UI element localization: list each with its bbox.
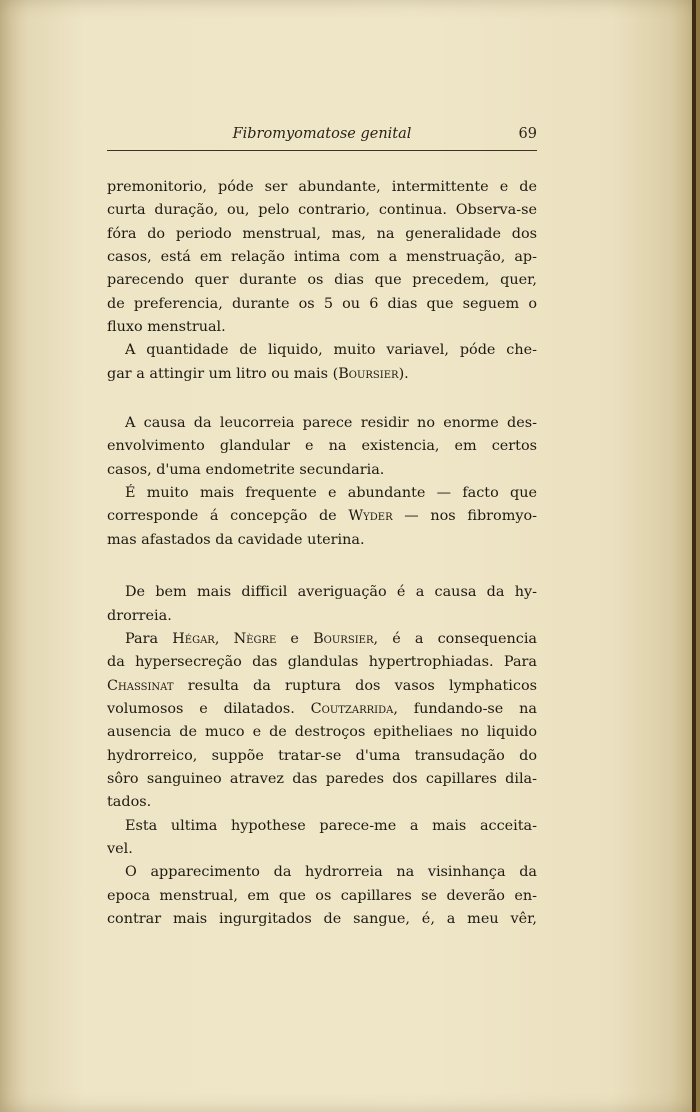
header-rule: [107, 150, 537, 151]
text-line: premonitorio, póde ser abundante, intermittente e de: [107, 179, 537, 195]
paragraph-3: [107, 412, 537, 482]
paragraph-1: [107, 176, 537, 339]
text-line: parecendo quer durante os dias que precedem, quer,: [107, 272, 537, 289]
paragraph-8: [107, 861, 537, 931]
text-run: corresponde á concepção de: [107, 508, 349, 525]
text-line: casos, está em relação intima com a menstruação, ap-: [107, 249, 537, 266]
text-run: ,: [214, 630, 234, 647]
running-header: [107, 126, 537, 150]
paragraph-6: [107, 628, 537, 815]
text-line: [107, 505, 537, 528]
author-name: Coutzarrida: [310, 700, 394, 717]
section-gap: [107, 386, 537, 412]
text-line: de preferencia, durante os 5 ou 6 dias que seguem o: [107, 295, 537, 312]
text-line: contrar mais ingurgitados de sangue, é, a meu vêr,: [107, 910, 537, 927]
text-line: epoca menstrual, em que os capillares se deverão en-: [107, 887, 537, 904]
text-line: [107, 675, 537, 698]
author-name: Boursier: [313, 630, 374, 647]
text-line: De bem mais difficil averiguação é a causa da hy-: [125, 584, 537, 601]
text-run: ).: [398, 365, 409, 382]
text-line: casos, d'uma endometrite secundaria.: [107, 461, 385, 478]
author-name: Chassinat: [107, 677, 174, 694]
text-line: da hypersecreção das glandulas hypertrophiadas. Para: [107, 654, 537, 671]
text-line: drorreia.: [107, 607, 172, 624]
text-run: e: [276, 630, 314, 647]
paragraph-2: [107, 339, 537, 386]
page-edge: [692, 0, 696, 1112]
text-line: A causa da leucorreia parece residir no enorme des-: [125, 415, 537, 432]
text-line: mas afastados da cavidade uterina.: [107, 531, 365, 548]
paragraph-4: [107, 482, 537, 552]
author-name: Boursier: [338, 365, 399, 382]
text-run: Para: [125, 630, 173, 647]
text-line: curta duração, ou, pelo contrario, continua. Observa-se: [107, 202, 537, 219]
text-line: hydrorreico, suppõe tratar-se d'uma transudação do: [107, 747, 537, 764]
text-run: , é a consequencia: [373, 630, 538, 647]
text-run: resulta da ruptura dos vasos lymphaticos: [173, 677, 537, 694]
text-line: fóra do periodo menstrual, mas, na generalidade dos: [107, 225, 537, 242]
text-line: [107, 628, 537, 651]
text-run: volumosos e dilatados.: [107, 700, 311, 717]
running-title: Fibromyomatose genital: [232, 126, 412, 142]
text-run: , fundando-se na: [393, 700, 538, 717]
text-line: [107, 698, 537, 721]
text-line: A quantidade de liquido, muito variavel, póde che-: [125, 342, 537, 359]
text-line: O apparecimento da hydrorreia na visinhança da: [125, 864, 537, 881]
paragraph-7: [107, 815, 537, 862]
page-number: 69: [518, 126, 537, 142]
paragraph-5: [107, 581, 537, 628]
text-line: envolvimento glandular e na existencia, em certos: [107, 438, 537, 455]
author-name: Wyder: [348, 508, 393, 525]
text-run: gar a attingir um litro ou mais (: [107, 365, 339, 382]
text-line: É muito mais frequente e abundante — facto que: [125, 485, 537, 502]
text-line: vel.: [107, 840, 133, 857]
text-line: Esta ultima hypothese parece-me a mais acceita-: [125, 817, 537, 834]
author-name: Hégar: [172, 630, 215, 647]
text-line: ausencia de muco e de destroços epitheliaes no liquido: [107, 724, 537, 741]
section-gap: [107, 552, 537, 581]
text-line: [107, 363, 537, 386]
text-line: sôro sanguineo atravez das paredes dos capillares dila-: [107, 770, 537, 787]
author-name: Nègre: [233, 630, 277, 647]
text-run: — nos fibromyo-: [392, 508, 537, 525]
text-line: tados.: [107, 794, 152, 811]
text-line: fluxo menstrual.: [107, 319, 226, 336]
body-text: [107, 176, 537, 931]
